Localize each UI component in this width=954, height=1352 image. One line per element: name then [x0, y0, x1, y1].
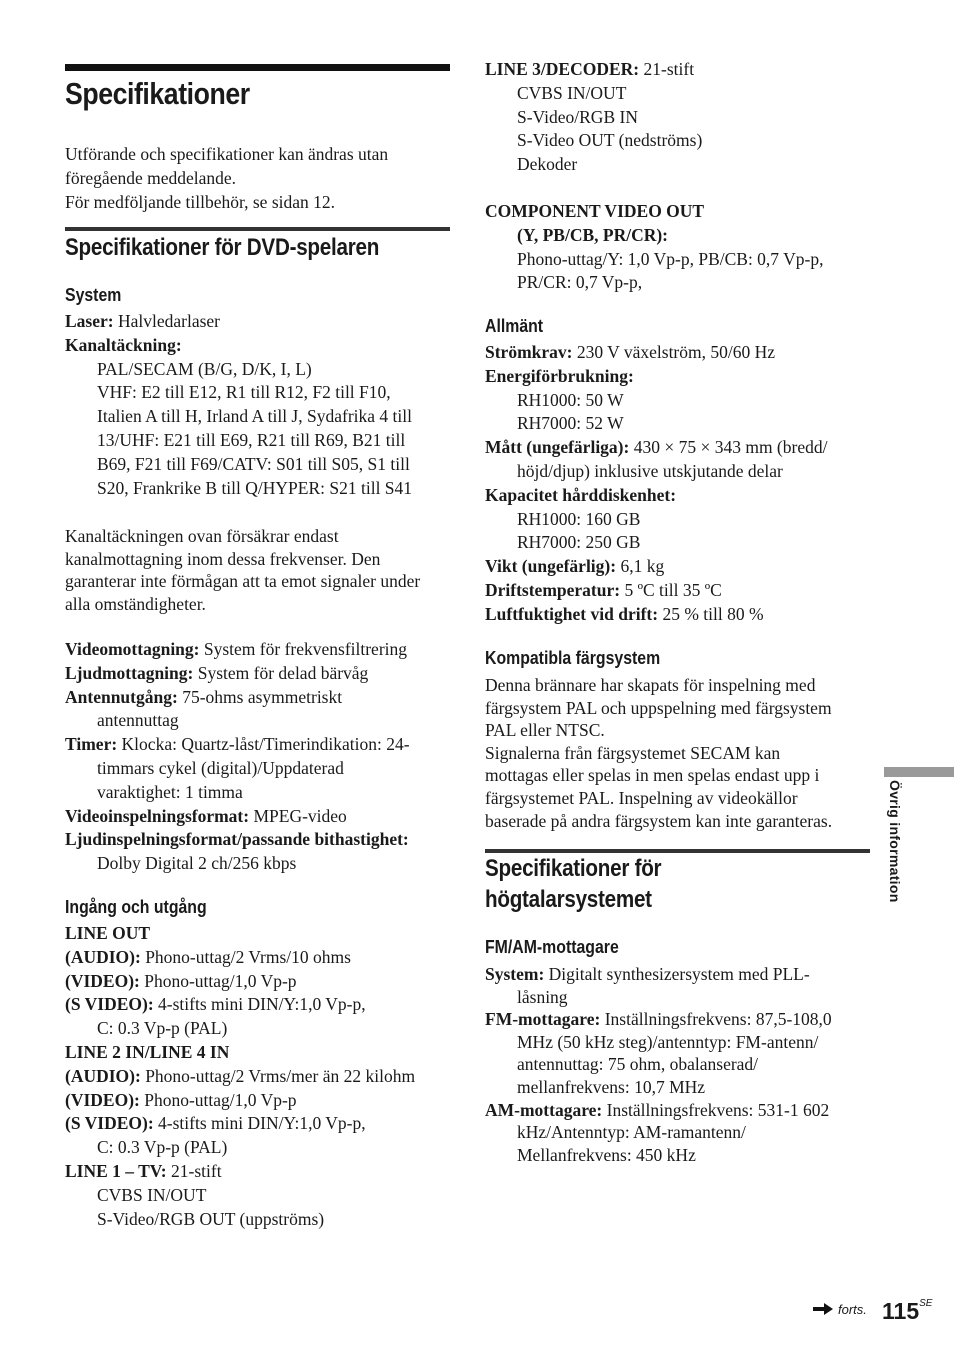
ljud-key: Ljudmottagning:	[65, 662, 194, 683]
power-key: Strömkrav:	[485, 342, 573, 362]
system-block	[65, 310, 455, 500]
line1-value: 21-stift	[166, 1160, 222, 1181]
timer-key: Timer:	[65, 734, 118, 755]
page-number	[882, 1298, 932, 1325]
l2-svideo-key: (S VIDEO):	[65, 1113, 154, 1134]
comp-value: Phono-uttag/Y: 1,0 Vp-p, PB/CB: 0,7 Vp-p,	[517, 248, 824, 269]
line3-line: Dekoder	[517, 154, 578, 175]
kanal-line: PAL/SECAM (B/G, D/K, I, L)	[97, 358, 312, 379]
hum-key: Luftfuktighet vid drift:	[485, 603, 659, 624]
comp-title	[485, 200, 875, 224]
afmt-value: Dolby Digital 2 ch/256 kbps	[97, 853, 297, 874]
reception-block	[65, 638, 455, 876]
l2-audio-value: Phono-uttag/2 Vrms/mer än 22 kilohm	[140, 1065, 416, 1086]
color-line: Denna brännare har skapats för inspelning med	[485, 675, 816, 695]
intro-line: Utförande och specifikationer kan ändras utan	[65, 144, 389, 164]
lo-audio-value: Phono-uttag/2 Vrms/10 ohms	[140, 946, 351, 967]
l2-svideo-value: 4-stifts mini DIN/Y:1,0 Vp-p,	[153, 1113, 366, 1134]
line24-title	[65, 1041, 455, 1065]
fm-value: Inställningsfrekvens: 87,5-108,0	[600, 1009, 832, 1030]
l2-video-value: Phono-uttag/1,0 Vp-p	[139, 1089, 297, 1110]
title-rule	[65, 64, 450, 71]
continued-text: forts.	[838, 1301, 867, 1317]
general-block	[485, 341, 875, 627]
video-row	[65, 638, 455, 662]
am-key: AM-mottagare:	[485, 1099, 603, 1120]
color-block	[485, 674, 880, 832]
tuner-block	[485, 963, 875, 1166]
general-heading: Allmänt	[485, 316, 544, 336]
side-tab-bar	[884, 767, 954, 777]
color-line: färgsystemet PAL. Inspelning av videokällor	[485, 787, 798, 808]
fm-line: antennuttag: 75 ohm, obalanserad/	[517, 1054, 759, 1075]
color-line: PAL eller NTSC.	[485, 720, 605, 741]
io-block	[65, 922, 455, 1231]
speaker-heading	[485, 853, 661, 915]
lo-video-key: (VIDEO):	[65, 970, 140, 991]
temp-row	[485, 579, 875, 603]
color-line: färgsystem PAL och uppspelning med färgsystem	[485, 697, 832, 718]
ljud-row	[65, 662, 455, 686]
dim-key: Mått (ungefärliga):	[485, 437, 630, 458]
speaker-heading-line: Specifikationer för	[485, 855, 662, 882]
weight-key: Vikt (ungefärlig):	[485, 556, 617, 577]
hdd-line: RH7000: 250 GB	[517, 532, 641, 553]
dim-value-cont: höjd/djup) inklusive utskjutande delar	[517, 460, 783, 481]
color-line: baserade på andra färgsystem kan inte garanteras.	[485, 810, 833, 831]
temp-key: Driftstemperatur:	[485, 579, 621, 600]
line1-row	[65, 1160, 455, 1184]
tuner-sys-value: Digitalt synthesizersystem med PLL-	[544, 964, 810, 984]
temp-value: 5 ºC till 35 ºC	[620, 579, 722, 600]
line1-line: CVBS IN/OUT	[97, 1184, 207, 1205]
note-line: alla omständigheter.	[65, 593, 206, 614]
cons-line: RH7000: 52 W	[517, 413, 624, 434]
hdd-key: Kapacitet hårddiskenhet:	[485, 484, 677, 505]
note-line: Kanaltäckningen ovan försäkrar endast	[65, 526, 339, 546]
lo-video-row	[65, 970, 455, 994]
weight-row	[485, 555, 875, 579]
am-line: kHz/Antenntyp: AM-ramantenn/	[517, 1122, 746, 1143]
line3-line: CVBS IN/OUT	[517, 82, 627, 103]
note-line: garanterar inte förmågan att ta emot signaler under	[65, 571, 421, 592]
ljud-value: System för delad bärvåg	[193, 662, 369, 683]
line3-row	[485, 58, 875, 82]
ant-value-cont: antennuttag	[97, 710, 179, 731]
section-rule	[65, 227, 450, 231]
line1-key: LINE 1 – TV:	[65, 1160, 167, 1181]
fm-line: MHz (50 kHz steg)/antenntyp: FM-antenn/	[517, 1031, 819, 1052]
lo-svideo-value: 4-stifts mini DIN/Y:1,0 Vp-p,	[153, 994, 366, 1015]
io-heading: Ingång och utgång	[65, 897, 207, 917]
cons-row	[485, 365, 875, 389]
line3-key: LINE 3/DECODER:	[485, 59, 640, 79]
intro-line: För medföljande tillbehör, se sidan 12.	[65, 191, 336, 212]
hum-row	[485, 603, 875, 627]
ant-value: 75-ohms asymmetriskt	[177, 686, 343, 707]
intro-line: föregående meddelande.	[65, 167, 237, 188]
laser-key: Laser:	[65, 311, 114, 331]
kanal-line: S20, Frankrike B till Q/HYPER: S21 till S41	[97, 477, 413, 498]
hdd-line: RH1000: 160 GB	[517, 508, 641, 529]
vfmt-value: MPEG-video	[249, 805, 347, 826]
l2-video-row	[65, 1089, 455, 1113]
am-row	[485, 1099, 875, 1122]
lo-audio-key: (AUDIO):	[65, 946, 141, 967]
cons-line: RH1000: 50 W	[517, 389, 624, 410]
cons-key: Energiförbrukning:	[485, 365, 634, 386]
page-suffix: SE	[919, 1298, 933, 1309]
comp-subtitle	[485, 224, 875, 248]
comp-value: PR/CR: 0,7 Vp-p,	[517, 272, 643, 293]
kanal-line: B69, F21 till F69/CATV: S01 till S05, S1 till	[97, 453, 410, 474]
tuner-sys-key: System:	[485, 964, 545, 984]
tuner-sys-value-cont: låsning	[517, 986, 568, 1007]
speaker-heading-line: högtalarsystemet	[485, 886, 652, 913]
kanal-line: 13/UHF: E21 till E69, R21 till R69, B21 till	[97, 429, 406, 450]
lineout-title	[65, 922, 455, 946]
power-row	[485, 341, 875, 365]
vfmt-key: Videoinspelningsformat:	[65, 805, 250, 826]
kanal-line: VHF: E2 till E12, R1 till R12, F2 till F10,	[97, 382, 391, 403]
timer-value-cont: varaktighet: 1 timma	[97, 781, 243, 802]
page-title: Specifikationer	[65, 76, 250, 111]
side-tab-label	[886, 780, 904, 920]
lo-svideo-key: (S VIDEO):	[65, 994, 154, 1015]
dvd-heading: Specifikationer för DVD-spelaren	[65, 234, 380, 261]
intro	[65, 143, 455, 214]
l2-video-key: (VIDEO):	[65, 1089, 140, 1110]
tuner-sys-row	[485, 963, 875, 986]
line3-value: 21-stift	[639, 59, 695, 79]
ant-key: Antennutgång:	[65, 686, 178, 707]
fm-key: FM-mottagare:	[485, 1009, 601, 1030]
page-number-value: 115	[882, 1298, 920, 1324]
afmt-row	[65, 828, 455, 852]
color-heading: Kompatibla färgsystem	[485, 648, 661, 668]
color-line: mottagas eller spelas in men spelas endast upp i	[485, 765, 820, 786]
video-value: System för frekvensfiltrering	[199, 639, 408, 659]
comp-key: COMPONENT VIDEO OUT	[485, 201, 705, 221]
component-block	[485, 200, 875, 295]
timer-row	[65, 733, 455, 757]
weight-value: 6,1 kg	[616, 556, 665, 577]
power-value: 230 V växelström, 50/60 Hz	[572, 342, 776, 362]
line1-line: S-Video/RGB OUT (uppströms)	[97, 1208, 325, 1229]
laser-value: Halvledarlaser	[113, 311, 221, 331]
timer-value: Klocka: Quartz-låst/Timerindikation: 24-	[117, 734, 410, 755]
l2-audio-row	[65, 1065, 455, 1089]
hdd-row	[485, 484, 875, 508]
line3-block	[485, 58, 875, 177]
fm-line: mellanfrekvens: 10,7 MHz	[517, 1076, 706, 1097]
lo-video-value: Phono-uttag/1,0 Vp-p	[139, 970, 297, 991]
afmt-key: Ljudinspelningsformat/passande bithastighet:	[65, 829, 409, 850]
kanal-line: Italien A till H, Irland A till J, Sydafrika 4 till	[97, 406, 412, 427]
vfmt-row	[65, 805, 455, 829]
lineout-key: LINE OUT	[65, 923, 151, 943]
kanal-note	[65, 525, 455, 615]
lo-svideo-value-cont: C: 0.3 Vp-p (PAL)	[97, 1018, 228, 1039]
timer-value-cont: timmars cykel (digital)/Uppdaterad	[97, 757, 344, 778]
fm-row	[485, 1008, 875, 1031]
line24-key: LINE 2 IN/LINE 4 IN	[65, 1041, 230, 1062]
kanal-values	[65, 358, 455, 501]
continued-indicator	[812, 1300, 867, 1318]
note-line: kanalmottagning inom dessa frekvenser. Den	[65, 548, 381, 569]
lo-audio-row	[65, 946, 455, 970]
lo-svideo-row	[65, 993, 455, 1017]
l2-svideo-value-cont: C: 0.3 Vp-p (PAL)	[97, 1137, 228, 1158]
tuner-heading: FM/AM-mottagare	[485, 937, 619, 957]
ant-row	[65, 686, 455, 710]
dim-value: 430 × 75 × 343 mm (bredd/	[629, 437, 828, 458]
kanal-row	[65, 334, 455, 358]
video-key: Videomottagning:	[65, 639, 200, 659]
kanal-key: Kanaltäckning:	[65, 334, 182, 355]
system-heading: System	[65, 285, 122, 305]
color-line: Signalerna från färgsystemet SECAM kan	[485, 742, 781, 763]
l2-svideo-row	[65, 1112, 455, 1136]
dim-row	[485, 436, 875, 460]
arrow-right-icon	[812, 1302, 834, 1316]
l2-audio-key: (AUDIO):	[65, 1065, 141, 1086]
line3-line: S-Video OUT (nedströms)	[517, 130, 703, 151]
side-tab-text: Övrig information	[887, 780, 903, 903]
am-line: Mellanfrekvens: 450 kHz	[517, 1144, 696, 1165]
line3-line: S-Video/RGB IN	[517, 106, 638, 127]
laser-row	[65, 310, 455, 334]
am-value: Inställningsfrekvens: 531-1 602	[602, 1099, 830, 1120]
comp-key-2: (Y, PB/CB, PR/CR):	[517, 224, 669, 245]
hum-value: 25 % till 80 %	[658, 603, 764, 624]
